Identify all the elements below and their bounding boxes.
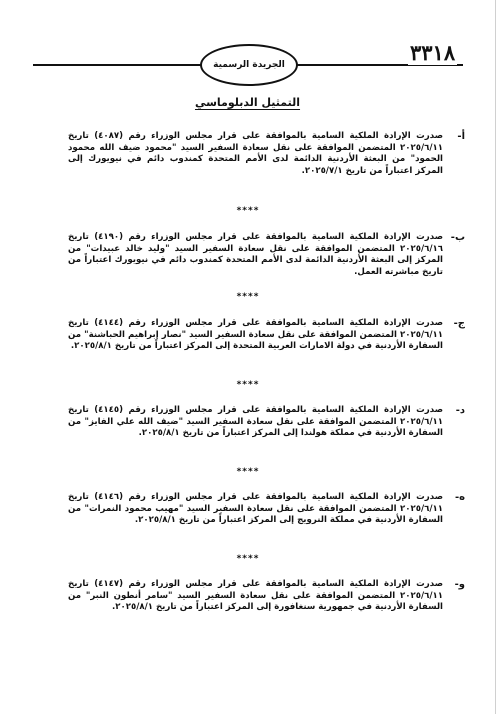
separator: ****: [236, 554, 260, 564]
entry-letter: أ-: [457, 131, 465, 142]
separator: ****: [236, 380, 260, 390]
entry-letter: ج-: [453, 318, 465, 329]
entry-f: [68, 579, 465, 614]
entry-c: [68, 318, 465, 353]
entry-letter: د-: [455, 405, 465, 416]
entry-text: صدرت الإرادة الملكية السامية بالموافقة على قرار مجلس الوزراء رقم (٤١٤٧) تاريخ ٢٠٢٥/٦/١١ المتضمن الموافقة على نقل سعادة السفير السيد "سامر أنطون النبر" من السفارة الأردنية في جمهورية سنغافورة إلى المركز اعتباراً من تاريخ ٢٠٢٥/٨/١.: [68, 579, 443, 613]
entry-text: صدرت الإرادة الملكية السامية بالموافقة على قرار مجلس الوزراء رقم (٤١٤٥) تاريخ ٢٠٢٥/٦/١١ المتضمن الموافقة على نقل سعادة السفير السيد "ضيف الله علي الفايز" من السفارة الأردنية في مملكة هولندا إلى المركز اعتباراً من تاريخ ٢٠٢٥/٨/١.: [68, 405, 443, 439]
entry-e: [68, 492, 465, 527]
separator: ****: [236, 292, 260, 302]
gazette-name-badge: [200, 44, 298, 86]
entry-a: [68, 131, 465, 177]
entry-d: [68, 405, 465, 440]
gazette-name: الجريدة الرسمية: [213, 60, 285, 70]
entry-text: صدرت الإرادة الملكية السامية بالموافقة على قرار مجلس الوزراء رقم (٤١٩٠) تاريخ ٢٠٢٥/٦/١٦ المتضمن الموافقة على نقل سعادة السفير السيد "وليد خالد عبيدات" من المركز إلى البعثة الأردنية الدائمة لدى الأمم المتحدة كمندوب دائم في نيويورك اعتباراً من تاريخ مباشرته العمل.: [68, 232, 443, 277]
entry-text: صدرت الإرادة الملكية السامية بالموافقة على قرار مجلس الوزراء رقم (٤٠٨٧) تاريخ ٢٠٢٥/٦/١١ المتضمن الموافقة على نقل سعادة السفير السيد "محمود ضيف الله محمود الحمود" من البعثة الأردنية الدائمة لدى الأمم المتحدة كمندوب دائم في نيويورك إلى المركز اعتباراً من تاريخ ٢٠٢٥/٧/١.: [68, 131, 443, 176]
separator: ****: [236, 467, 260, 477]
entry-b: [68, 232, 465, 278]
page-number: ٣٣١٨: [410, 40, 456, 65]
entry-text: صدرت الإرادة الملكية السامية بالموافقة على قرار مجلس الوزراء رقم (٤١٤٦) تاريخ ٢٠٢٥/٦/١١ المتضمن الموافقة على نقل سعادة السفير السيد "مهيب محمود النمرات" من السفارة الأردنية في مملكة النرويج إلى المركز اعتباراً من تاريخ ٢٠٢٥/٨/١.: [68, 492, 443, 526]
entry-letter: ه-: [454, 492, 465, 503]
section-title: التمثيل الدبلوماسي: [194, 96, 301, 109]
separator: ****: [236, 206, 260, 216]
entry-letter: ب-: [450, 232, 465, 243]
entry-letter: و-: [454, 579, 465, 590]
entry-text: صدرت الإرادة الملكية السامية بالموافقة على قرار مجلس الوزراء رقم (٤١٤٤) تاريخ ٢٠٢٥/٦/١١ المتضمن الموافقة على نقل سعادة السفير السيد "نصار إبراهيم الحباشنة" من السفارة الأردنية في دولة الامارات العربية المتحدة إلى المركز اعتباراً من تاريخ ٢٠٢٥/٨/١.: [68, 318, 443, 352]
